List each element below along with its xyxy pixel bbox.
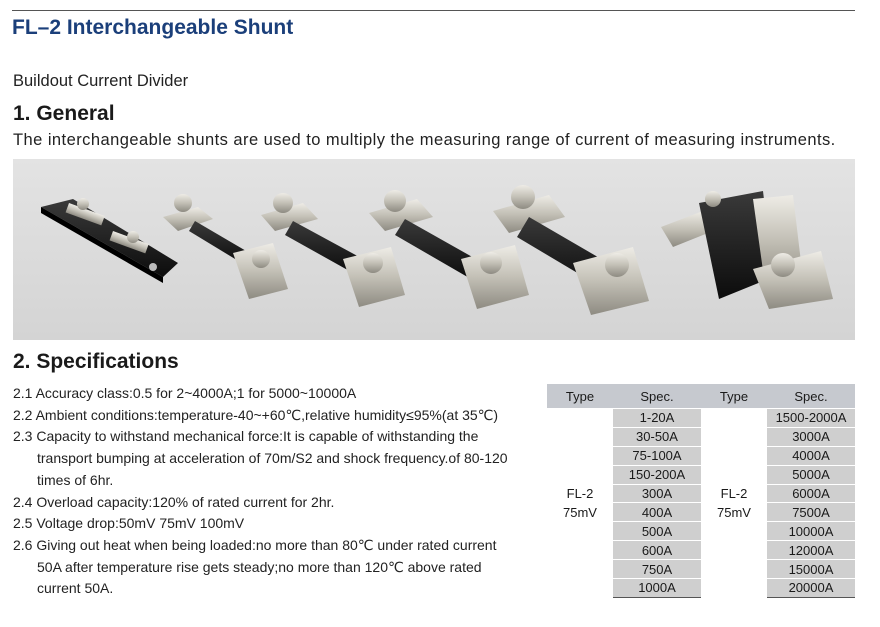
spec-cell: 600A	[613, 541, 701, 560]
spec-line: 2.3 Capacity to withstand mechanical force:It is capable of withstanding the	[13, 428, 479, 445]
page-title: FL–2 Interchangeable Shunt	[12, 16, 294, 39]
page-subtitle: Buildout Current Divider	[13, 72, 189, 90]
spec-cell: 30-50A	[613, 427, 701, 446]
spec-cell: 75-100A	[613, 446, 701, 465]
spec-item-voltage-drop	[13, 513, 533, 535]
spec-line: times of 6hr.	[37, 471, 114, 488]
spec-table-body	[547, 409, 855, 598]
spec-item-overload	[13, 492, 533, 514]
spec-line: 2.1 Accuracy class:0.5 for 2~4000A;1 for 5000~10000A	[13, 385, 357, 401]
spec-cell: 20000A	[767, 579, 855, 598]
spec-item-mechanical	[13, 426, 533, 491]
spec-line: 2.6 Giving out heat when being loaded:no more than 80℃ under rated current	[13, 536, 497, 553]
specifications-list	[13, 383, 533, 600]
column-header-type: Type	[701, 384, 767, 409]
spec-cell: 400A	[613, 503, 701, 522]
type-cell-left	[547, 409, 613, 598]
shunts-illustration	[13, 159, 855, 340]
spec-cell: 750A	[613, 560, 701, 579]
column-header-type: Type	[547, 384, 613, 409]
spec-table	[547, 384, 855, 598]
shunt-2	[163, 194, 288, 299]
spec-cell: 300A	[613, 484, 701, 503]
spec-line: 2.5 Voltage drop:50mV 75mV 100mV	[13, 515, 245, 532]
shunt-1	[41, 198, 178, 283]
spec-item-ambient	[13, 405, 533, 427]
type-name: FL-2	[566, 486, 594, 502]
spec-item-heat	[13, 535, 533, 600]
spec-line: transport bumping at acceleration of 70m/S2 and shock frequency.of 80-120	[37, 450, 508, 467]
column-header-spec: Spec.	[613, 384, 701, 409]
table-row	[547, 409, 855, 428]
spec-line: 2.2 Ambient conditions:temperature-40~+60℃,relative humidity≤95%(at 35℃)	[13, 406, 499, 423]
general-description: The interchangeable shunts are used to multiply the measuring range of current of measuring instruments.	[13, 131, 836, 149]
spec-cell: 1000A	[613, 579, 701, 598]
spec-cell: 500A	[613, 522, 701, 541]
type-voltage: 75mV	[563, 505, 597, 521]
product-photo	[13, 159, 855, 340]
spec-cell: 6000A	[767, 484, 855, 503]
spec-cell: 4000A	[767, 446, 855, 465]
spec-item-accuracy	[13, 383, 533, 405]
spec-cell: 5000A	[767, 465, 855, 484]
spec-cell: 7500A	[767, 503, 855, 522]
spec-cell: 150-200A	[613, 465, 701, 484]
type-voltage: 75mV	[717, 505, 751, 521]
spec-cell: 3000A	[767, 427, 855, 446]
general-heading: 1. General	[13, 102, 115, 125]
spec-line: 2.4 Overload capacity:120% of rated current for 2hr.	[13, 493, 335, 510]
type-name: FL-2	[720, 486, 748, 502]
top-rule	[12, 10, 855, 11]
column-header-spec: Spec.	[767, 384, 855, 409]
specifications-heading: 2. Specifications	[13, 350, 179, 373]
spec-line: 50A after temperature rise gets steady;no more than 120℃ above rated	[37, 558, 482, 575]
table-header-row	[547, 384, 855, 409]
spec-cell: 10000A	[767, 522, 855, 541]
spec-line: current 50A.	[37, 580, 114, 597]
type-cell-right	[701, 409, 767, 598]
shunt-6	[661, 191, 833, 309]
spec-cell: 12000A	[767, 541, 855, 560]
spec-cell: 1500-2000A	[767, 409, 855, 428]
spec-cell: 1-20A	[613, 409, 701, 428]
spec-cell: 15000A	[767, 560, 855, 579]
